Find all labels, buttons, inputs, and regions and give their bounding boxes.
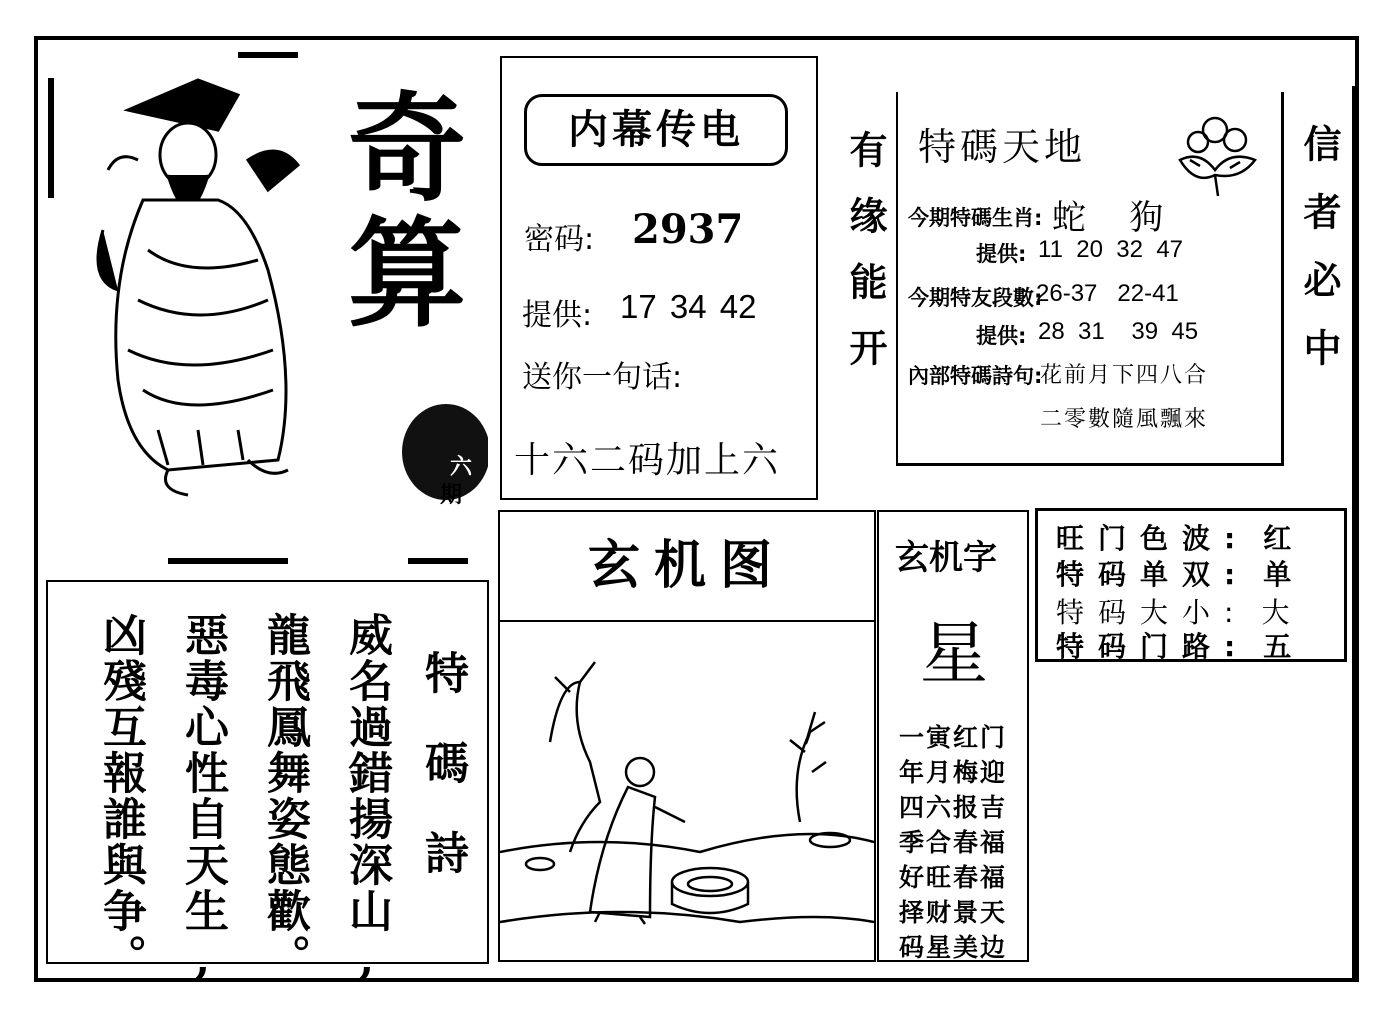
provide-label: 提供:	[522, 298, 593, 333]
right-edge-bar	[1352, 86, 1357, 978]
attribute-label: 旺门色波	[1056, 522, 1225, 555]
lady-by-well-illustration	[500, 622, 874, 960]
password-label: 密码:	[524, 222, 595, 257]
flower-icon	[1160, 100, 1270, 204]
issue-number-partial: 六	[450, 455, 473, 480]
poem-column-4: 凶殘互報誰與争。	[95, 612, 146, 980]
attribute-colon: :	[1224, 596, 1248, 629]
attribute-value: 五	[1263, 630, 1306, 663]
title-char-qi: 奇	[348, 79, 467, 218]
provide-value: 17 34 42	[620, 288, 757, 325]
segment-provide-label: 提供:	[976, 324, 1027, 348]
attribute-colon: :	[1224, 558, 1250, 591]
verse-row: 择财景天	[899, 898, 1008, 927]
attributes-panel	[1035, 508, 1347, 662]
poem-line-2: 二零數隨風飄來	[1040, 407, 1209, 432]
xuanji-zi-verses	[877, 710, 1029, 960]
poem-line-1: 花前月下四八合	[1040, 363, 1209, 388]
zodiac-label: 今期特碼生肖:	[908, 206, 1043, 230]
password-value: 2937	[632, 206, 744, 253]
verse-row: 好旺春福	[899, 863, 1008, 892]
attribute-value: 红	[1263, 522, 1306, 555]
saying-text: 十六二码加上六	[514, 440, 781, 481]
attribute-label: 特码门路	[1056, 630, 1225, 663]
zodiac-value: 蛇 狗	[1052, 198, 1164, 238]
zodiac-provide-label: 提供:	[976, 242, 1027, 266]
poem-column-3: 惡毒心性自天生,	[177, 612, 228, 987]
poem-line-label: 內部特碼詩句:	[908, 364, 1043, 388]
attribute-value: 大	[1261, 596, 1304, 629]
attribute-label: 特码大小	[1056, 596, 1225, 629]
attribute-row	[1056, 553, 1305, 593]
xuanji-tu-picture	[498, 620, 876, 962]
xuanji-zi-char: 星	[920, 615, 989, 694]
poem-title: 特碼詩	[417, 650, 468, 920]
xuanji-zi-title: 玄机字	[895, 538, 997, 578]
inside-info-header: 内幕传电	[524, 94, 788, 166]
verse-row: 四六报吉	[899, 793, 1008, 822]
attribute-value: 单	[1263, 558, 1306, 591]
segment-label: 今期特友段數:	[908, 286, 1043, 310]
verse-row: 码星美边	[899, 933, 1008, 962]
slogan-left: 有缘能开	[843, 130, 887, 394]
segment-provide-value: 28 31 39 45	[1038, 318, 1199, 345]
poem-column-2: 龍飛鳳舞姿態歡。	[259, 612, 310, 980]
xuanji-tu-title: 玄机图	[498, 510, 876, 622]
slogan-right: 信者必中	[1297, 124, 1341, 396]
zodiac-provide-value: 11 20 32 47	[1038, 236, 1184, 263]
deity-illustration-area	[48, 50, 488, 570]
te-ma-title: 特碼天地	[918, 125, 1087, 169]
attribute-label: 特码单双	[1056, 558, 1225, 591]
title-char-suan: 算	[348, 204, 467, 343]
verse-row: 一寅红门	[899, 723, 1008, 752]
verse-row: 年月梅迎	[899, 758, 1008, 787]
issue-label: 期	[440, 483, 463, 508]
attribute-row	[1056, 517, 1305, 557]
attribute-row	[1056, 625, 1305, 665]
attribute-colon: :	[1224, 522, 1250, 555]
segment-value: 26-37 22-41	[1036, 280, 1179, 307]
saying-label: 送你一句话:	[522, 360, 683, 395]
attribute-colon: :	[1224, 630, 1250, 663]
verse-row: 季合春福	[899, 828, 1008, 857]
poem-column-1: 威名過錯揚深山,	[341, 612, 392, 987]
